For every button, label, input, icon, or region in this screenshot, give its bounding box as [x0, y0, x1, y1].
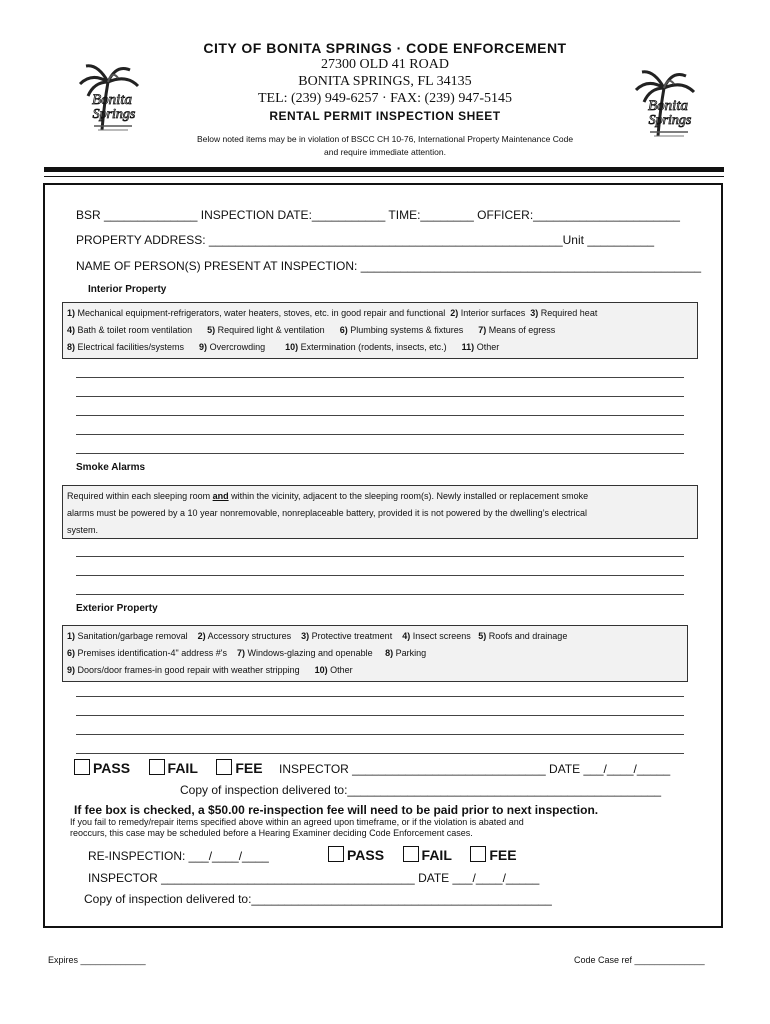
item-label: Extermination (rodents, insects, etc.)	[298, 342, 462, 352]
smoke-text-emphasis: and	[212, 491, 229, 501]
svg-text:Bonita: Bonita	[92, 92, 132, 108]
reinspection-copy-line[interactable]: Copy of inspection delivered to:_____________________________________________	[84, 892, 552, 906]
item-number: 1)	[67, 631, 76, 641]
item-label: Other	[474, 342, 500, 352]
item-label: Insect screens	[410, 631, 479, 641]
item-label: Mechanical equipment-refrigerators, water heaters, stoves, etc. in good repair and functional	[75, 308, 451, 318]
city-logo-left	[72, 60, 148, 141]
interior-notes-line[interactable]	[76, 434, 684, 435]
pass-option[interactable]	[74, 760, 130, 776]
smoke-notes-line[interactable]	[76, 594, 684, 595]
item-number: 8)	[67, 342, 76, 352]
item-label: Bath & toilet room ventilation	[75, 325, 208, 335]
item-label: Required heat	[538, 308, 598, 318]
fee-small-line-1: If you fail to remedy/repair items specified above within an agreed upon timeframe, or if the violation is abated and	[70, 817, 524, 827]
interior-items-box	[62, 302, 698, 359]
item-number: 8)	[385, 648, 394, 658]
item-label: Doors/door frames-in good repair with weather stripping	[75, 665, 315, 675]
violation-note	[0, 133, 770, 159]
fail-label: FAIL	[421, 847, 452, 863]
item-number: 4)	[402, 631, 411, 641]
smoke-text-line-3: system.	[67, 525, 99, 535]
item-label: Other	[327, 665, 353, 675]
smoke-text-line-1	[67, 488, 693, 505]
item-number: 4)	[67, 325, 76, 335]
smoke-alarms-heading: Smoke Alarms	[76, 462, 146, 473]
smoke-notes-line[interactable]	[76, 556, 684, 557]
exterior-notes-line[interactable]	[76, 696, 684, 697]
item-number: 11)	[461, 342, 475, 352]
exterior-notes-line[interactable]	[76, 753, 684, 754]
header-address: 27300 OLD 41 ROAD	[321, 57, 449, 72]
interior-items-row-3	[67, 339, 693, 356]
item-label: Interior surfaces	[458, 308, 531, 318]
item-label: Required light & ventilation	[215, 325, 340, 335]
item-label: Accessory structures	[205, 631, 302, 641]
exterior-items-row-1	[67, 628, 683, 645]
fee-option[interactable]	[216, 760, 262, 776]
interior-items-row-1	[67, 305, 693, 322]
fee-checkbox[interactable]	[216, 759, 232, 775]
item-number: 2)	[197, 631, 206, 641]
item-number: 7)	[478, 325, 487, 335]
header-city: BONITA SPRINGS, FL 34135	[298, 74, 472, 89]
item-label: Parking	[393, 648, 427, 658]
svg-text:Bonita: Bonita	[648, 98, 688, 114]
fee-notice: If fee box is checked, a $50.00 re-inspection fee will need to be paid prior to next inspection.	[74, 803, 599, 817]
expires-field[interactable]: Expires _____________	[48, 955, 146, 965]
interior-notes-line[interactable]	[76, 453, 684, 454]
item-number: 3)	[530, 308, 539, 318]
item-number: 2)	[450, 308, 459, 318]
item-label: Sanitation/garbage removal	[75, 631, 198, 641]
smoke-notes-line[interactable]	[76, 575, 684, 576]
fail-label: FAIL	[167, 760, 198, 776]
fee-checkbox[interactable]	[470, 846, 486, 862]
reinspection-pass-option[interactable]	[328, 847, 384, 863]
item-number: 1)	[67, 308, 76, 318]
header-phone: TEL: (239) 949-6257 · FAX: (239) 947-5145	[257, 91, 513, 106]
exterior-notes-line[interactable]	[76, 734, 684, 735]
item-label: Windows-glazing and openable	[245, 648, 386, 658]
item-label: Plumbing systems & fixtures	[347, 325, 479, 335]
smoke-alarms-box	[62, 485, 698, 539]
fail-option[interactable]	[149, 760, 198, 776]
header-divider-thin	[44, 176, 724, 177]
header-divider-thick	[44, 167, 724, 172]
exterior-property-heading: Exterior Property	[76, 603, 158, 614]
svg-text:Springs: Springs	[92, 107, 136, 122]
smoke-text: Required within each sleeping room	[67, 491, 213, 501]
pass-checkbox[interactable]	[74, 759, 90, 775]
fee-small-line-2: reoccurs, this case may be scheduled before a Hearing Examiner deciding Code Enforcement cases.	[70, 828, 473, 838]
violation-note-line-2: and require immediate attention.	[324, 147, 446, 157]
exterior-items-box	[62, 625, 688, 682]
page-title: CITY OF BONITA SPRINGS · CODE ENFORCEMENT	[203, 40, 567, 56]
item-label: Means of egress	[486, 325, 556, 335]
item-number: 9)	[199, 342, 208, 352]
item-number: 5)	[478, 631, 487, 641]
item-number: 10)	[314, 665, 328, 675]
interior-notes-line[interactable]	[76, 396, 684, 397]
exterior-items-row-2	[67, 645, 683, 662]
item-number: 6)	[339, 325, 348, 335]
item-number: 7)	[237, 648, 246, 658]
bsr-inspection-officer-line[interactable]: BSR ______________ INSPECTION DATE:___________ TIME:________ OFFICER:______________________	[76, 208, 680, 222]
interior-items-row-2	[67, 322, 693, 339]
item-number: 5)	[207, 325, 216, 335]
pass-checkbox[interactable]	[328, 846, 344, 862]
pass-label: PASS	[93, 760, 131, 776]
reinspection-fail-option[interactable]	[403, 847, 452, 863]
smoke-text-line-2: alarms must be powered by a 10 year nonremovable, nonreplaceable battery, provided it is not powered by the dwelling’s electrical	[67, 508, 587, 518]
reinspection-date-line[interactable]: RE-INSPECTION: ___/____/____	[88, 849, 269, 863]
item-label: Electrical facilities/systems	[75, 342, 200, 352]
exterior-items-row-3	[67, 662, 683, 679]
item-number: 9)	[67, 665, 76, 675]
sheet-title: RENTAL PERMIT INSPECTION SHEET	[269, 109, 501, 123]
fee-label: FEE	[235, 760, 263, 776]
reinspection-fee-option[interactable]	[470, 847, 516, 863]
item-label: Overcrowding	[207, 342, 286, 352]
interior-notes-line[interactable]	[76, 377, 684, 378]
svg-text:Springs: Springs	[648, 113, 692, 128]
item-label: Premises identification-4" address #'s	[75, 648, 237, 658]
fail-checkbox[interactable]	[149, 759, 165, 775]
code-case-ref-field[interactable]: Code Case ref ______________	[574, 955, 705, 965]
property-address-line[interactable]: PROPERTY ADDRESS: _____________________________________________________Unit __________	[76, 233, 655, 247]
smoke-text: within the vicinity, adjacent to the sleeping room(s). Newly installed or replacement smoke	[228, 491, 589, 501]
exterior-notes-line[interactable]	[76, 715, 684, 716]
item-number: 10)	[285, 342, 299, 352]
fail-checkbox[interactable]	[403, 846, 419, 862]
inspector-date-line[interactable]: INSPECTOR _____________________________ DATE ___/____/_____	[279, 762, 671, 776]
item-number: 6)	[67, 648, 76, 658]
reinspection-result-row	[328, 846, 517, 865]
violation-note-line-1: Below noted items may be in violation of BSCC CH 10-76, International Property Maintenance Code	[196, 134, 574, 144]
interior-notes-line[interactable]	[76, 415, 684, 416]
reinspection-inspector-line[interactable]: INSPECTOR ______________________________________ DATE ___/____/_____	[88, 871, 540, 885]
persons-present-line[interactable]: NAME OF PERSON(S) PRESENT AT INSPECTION: ___________________________________________________	[76, 259, 702, 273]
interior-property-heading: Interior Property	[88, 284, 167, 295]
inspection-result-row	[74, 759, 670, 778]
copy-delivered-line[interactable]: Copy of inspection delivered to:_______________________________________________	[180, 783, 662, 797]
item-label: Protective treatment	[309, 631, 403, 641]
item-number: 3)	[301, 631, 310, 641]
pass-label: PASS	[347, 847, 385, 863]
item-label: Roofs and drainage	[486, 631, 568, 641]
fee-label: FEE	[489, 847, 517, 863]
